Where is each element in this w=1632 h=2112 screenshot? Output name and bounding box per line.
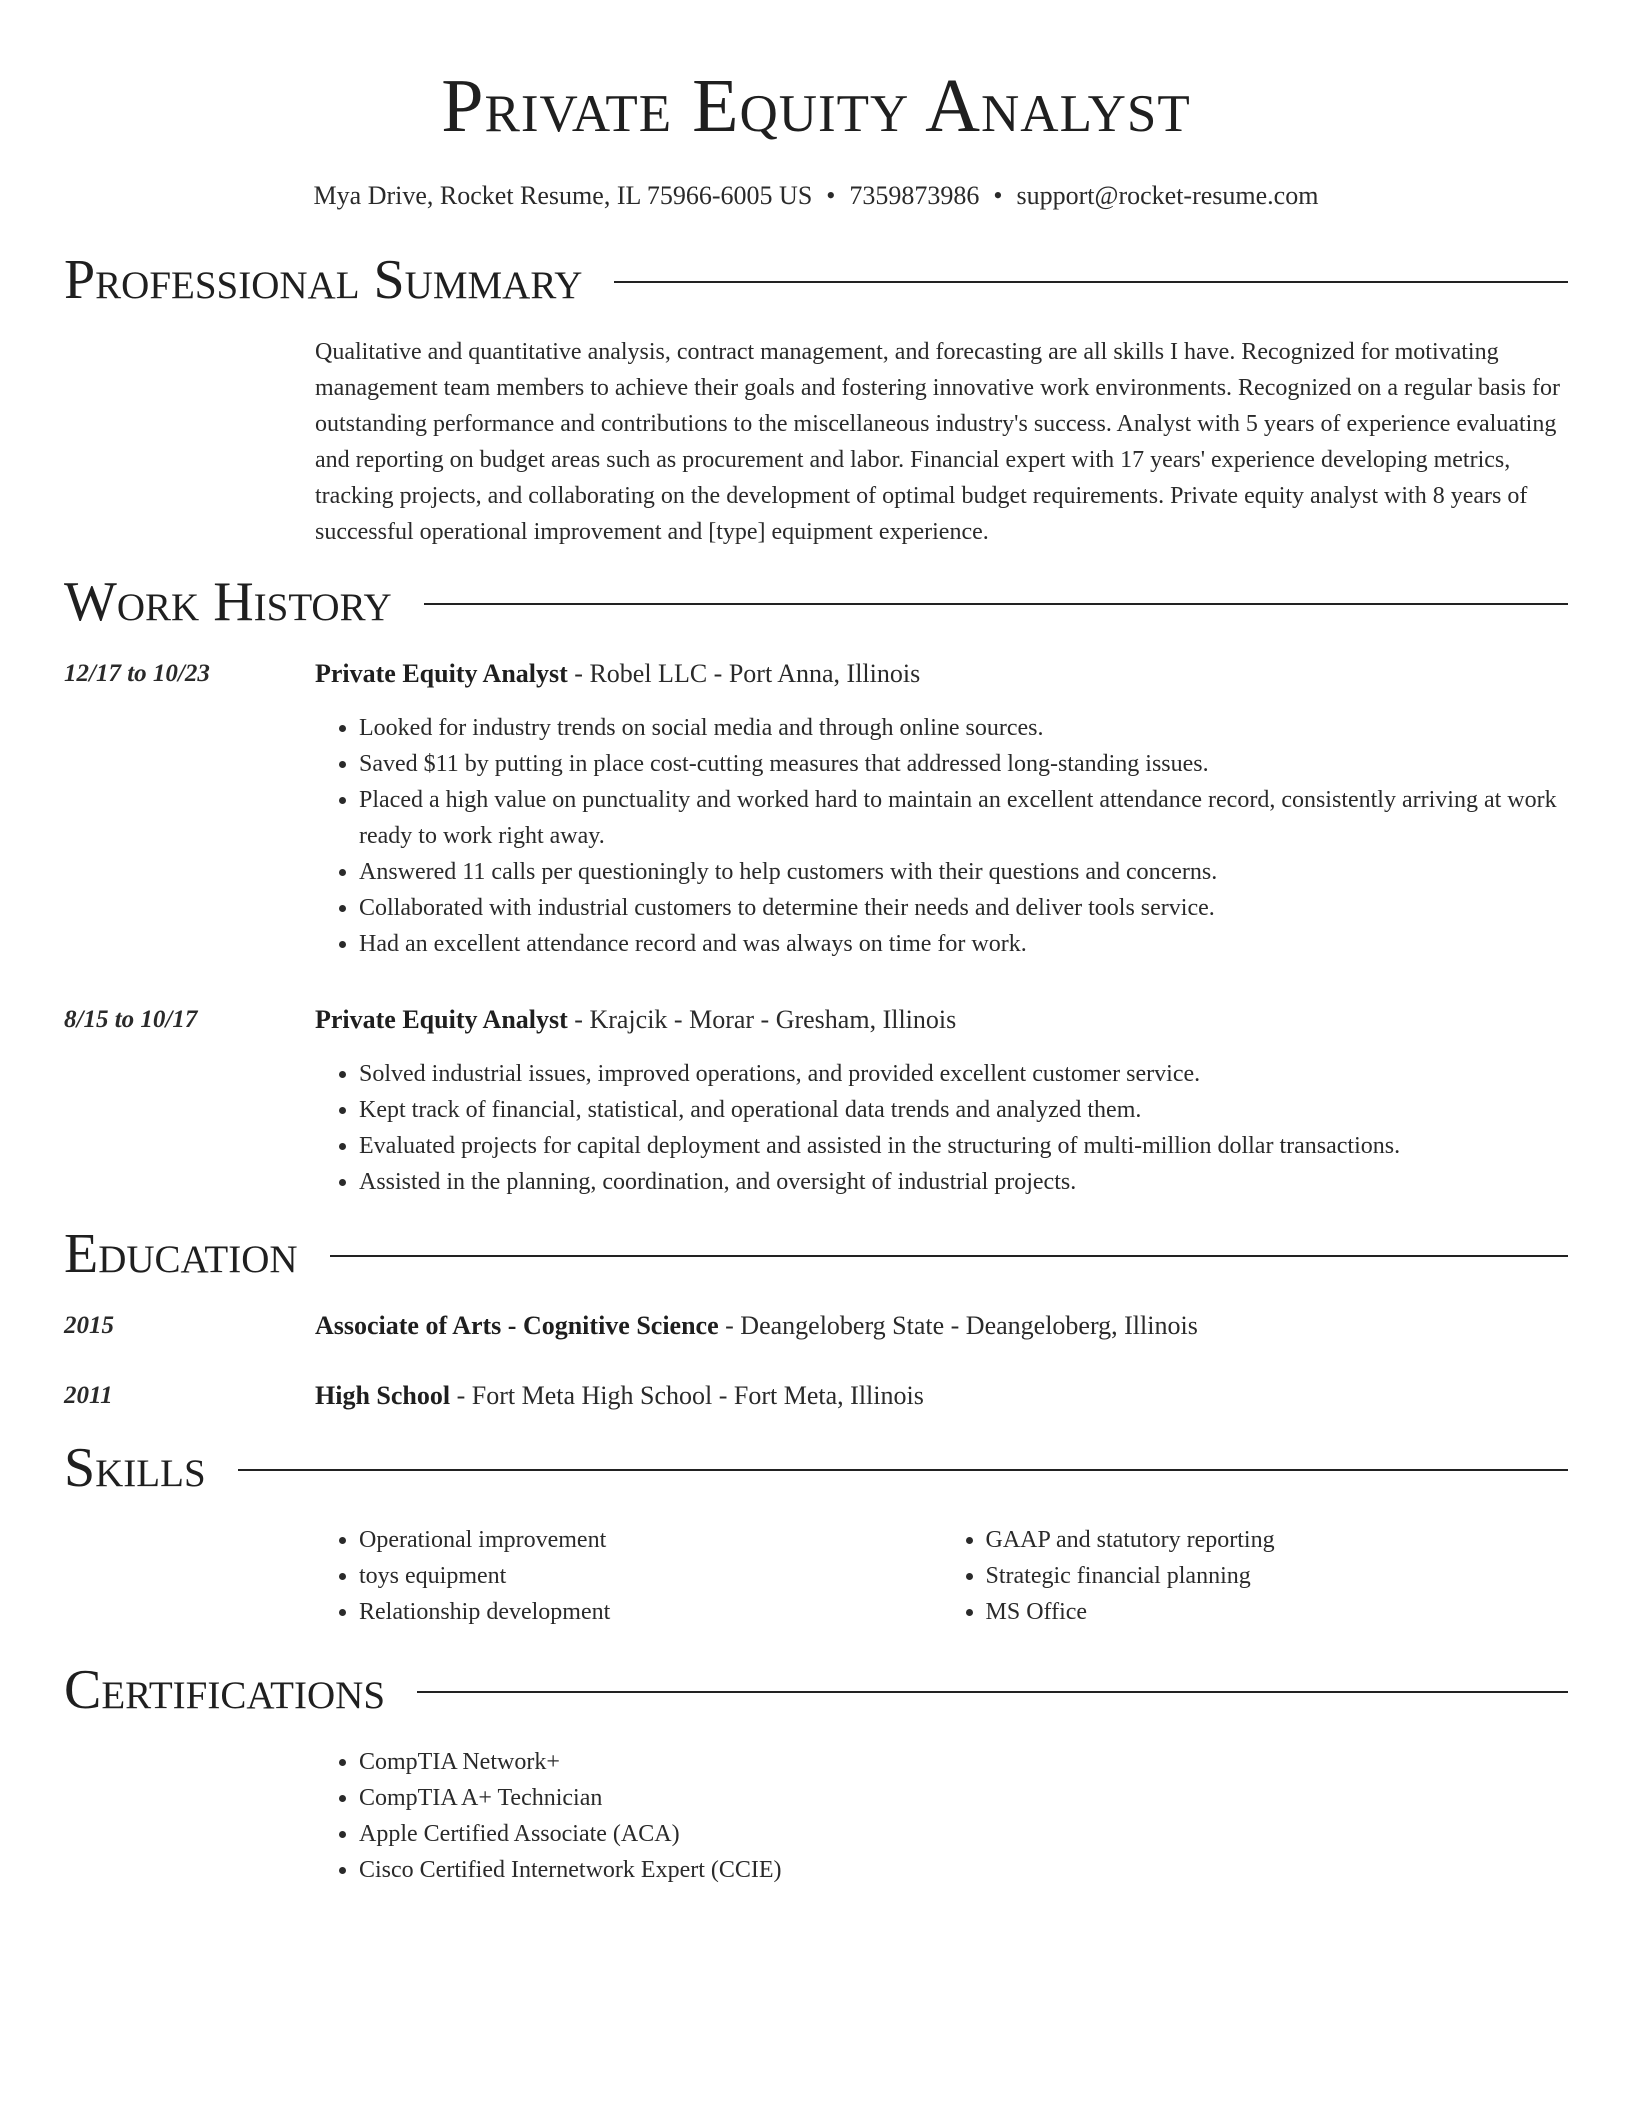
- contact-email: support@rocket-resume.com: [1016, 181, 1319, 210]
- certifications-section-header: [64, 1658, 1568, 1722]
- skills-column-right: [942, 1522, 1569, 1630]
- certifications-bullets: [315, 1744, 1568, 1888]
- list-item: • Saved $11 by putting in place cost-cutting measures that addressed long-standing issues.: [359, 746, 1568, 782]
- skills-column-left: [315, 1522, 942, 1630]
- job-headline: [315, 656, 1568, 692]
- education-degree: Associate of Arts - Cognitive Science: [315, 1311, 719, 1340]
- job-role: Private Equity Analyst: [315, 1005, 568, 1034]
- education-year: 2015: [64, 1312, 114, 1339]
- work-history-section: [64, 570, 1568, 1200]
- list-item: • GAAP and statutory reporting: [986, 1522, 1569, 1558]
- certifications-list: [315, 1744, 1568, 1888]
- education-year: 2011: [64, 1382, 113, 1409]
- education-body: [315, 1378, 1568, 1414]
- list-item: • Kept track of financial, statistical, and operational data trends and analyzed them.: [359, 1092, 1568, 1128]
- job-bullets: [315, 1056, 1568, 1200]
- job-details: - Robel LLC - Port Anna, Illinois: [567, 659, 921, 688]
- work-section-header: [64, 570, 1568, 634]
- list-item: • Looked for industry trends on social media and through online sources.: [359, 710, 1568, 746]
- education-headline: [315, 1378, 1568, 1414]
- list-item: • CompTIA A+ Technician: [359, 1780, 1568, 1816]
- job-details: - Krajcik - Morar - Gresham, Illinois: [567, 1005, 957, 1034]
- section-title-certifications: Certifications: [64, 1659, 386, 1721]
- list-item: • Relationship development: [359, 1594, 942, 1630]
- job-headline: [315, 1002, 1568, 1038]
- section-title-education: Education: [64, 1223, 298, 1285]
- job-entry: [64, 656, 1568, 962]
- contact-phone: 7359873986: [849, 181, 980, 210]
- list-item: • Collaborated with industrial customers to determine their needs and deliver tools service.: [359, 890, 1568, 926]
- list-item: • toys equipment: [359, 1558, 942, 1594]
- contact-separator: •: [826, 181, 836, 210]
- contact-line: [64, 180, 1568, 212]
- section-divider: [614, 281, 1568, 283]
- job-body: [315, 656, 1568, 962]
- list-item: • Answered 11 calls per questioningly to help customers with their questions and concerns.: [359, 854, 1568, 890]
- contact-address: Mya Drive, Rocket Resume, IL 75966-6005 US: [313, 181, 813, 210]
- list-item: • Placed a high value on punctuality and worked hard to maintain an excellent attendance record, consistently arriving at work ready to work right away.: [359, 782, 1568, 854]
- job-bullets: [315, 710, 1568, 962]
- education-details: - Fort Meta High School - Fort Meta, Illinois: [450, 1381, 924, 1410]
- section-divider: [424, 603, 1568, 605]
- education-entry: [64, 1378, 1568, 1414]
- job-role: Private Equity Analyst: [315, 659, 568, 688]
- job-entry: [64, 1002, 1568, 1200]
- list-item: • Cisco Certified Internetwork Expert (CCIE): [359, 1852, 1568, 1888]
- section-title-summary: Professional Summary: [64, 249, 583, 311]
- contact-separator: •: [993, 181, 1003, 210]
- summary-section-header: [64, 248, 1568, 312]
- education-body: [315, 1308, 1568, 1344]
- skills-grid: [315, 1522, 1568, 1630]
- list-item: • Assisted in the planning, coordination, and oversight of industrial projects.: [359, 1164, 1568, 1200]
- section-divider: [238, 1469, 1568, 1471]
- summary-text: Qualitative and quantitative analysis, contract management, and forecasting are all skills I have. Recognized for motivating management team members to achieve their goals and fostering innovative work environments. Recognized on a regular basis for outstanding performance and contributions to the miscellaneous industry's success. Analyst with 5 years of experience evaluating and reporting on budget areas such as procurement and labor. Financial expert with 17 years' experience developing metrics, tracking projects, and collaborating on the development of optimal budget requirements. Private equity analyst with 8 years of successful operational improvement and [type] equipment experience.: [315, 339, 1560, 545]
- list-item: • Evaluated projects for capital deployment and assisted in the structuring of multi-million dollar transactions.: [359, 1128, 1568, 1164]
- education-section-header: [64, 1222, 1568, 1286]
- resume-page: [64, 0, 1568, 1888]
- job-dates: 12/17 to 10/23: [64, 660, 210, 687]
- education-headline: [315, 1308, 1568, 1344]
- section-title-skills: Skills: [64, 1437, 206, 1499]
- job-body: [315, 1002, 1568, 1200]
- section-divider: [330, 1255, 1568, 1257]
- job-dates: 8/15 to 10/17: [64, 1006, 198, 1033]
- candidate-name: Private Equity Analyst: [441, 64, 1191, 148]
- list-item: • CompTIA Network+: [359, 1744, 1568, 1780]
- education-degree: High School: [315, 1381, 451, 1410]
- list-item: • Strategic financial planning: [986, 1558, 1569, 1594]
- education-entry: [64, 1308, 1568, 1344]
- list-item: • Apple Certified Associate (ACA): [359, 1816, 1568, 1852]
- list-item: • Solved industrial issues, improved operations, and provided excellent customer service.: [359, 1056, 1568, 1092]
- list-item: • Operational improvement: [359, 1522, 942, 1558]
- section-title-work: Work History: [64, 571, 392, 633]
- list-item: • MS Office: [986, 1594, 1569, 1630]
- skills-section-header: [64, 1436, 1568, 1500]
- section-divider: [417, 1691, 1568, 1693]
- list-item: • Had an excellent attendance record and was always on time for work.: [359, 926, 1568, 962]
- education-details: - Deangeloberg State - Deangeloberg, Illinois: [718, 1311, 1198, 1340]
